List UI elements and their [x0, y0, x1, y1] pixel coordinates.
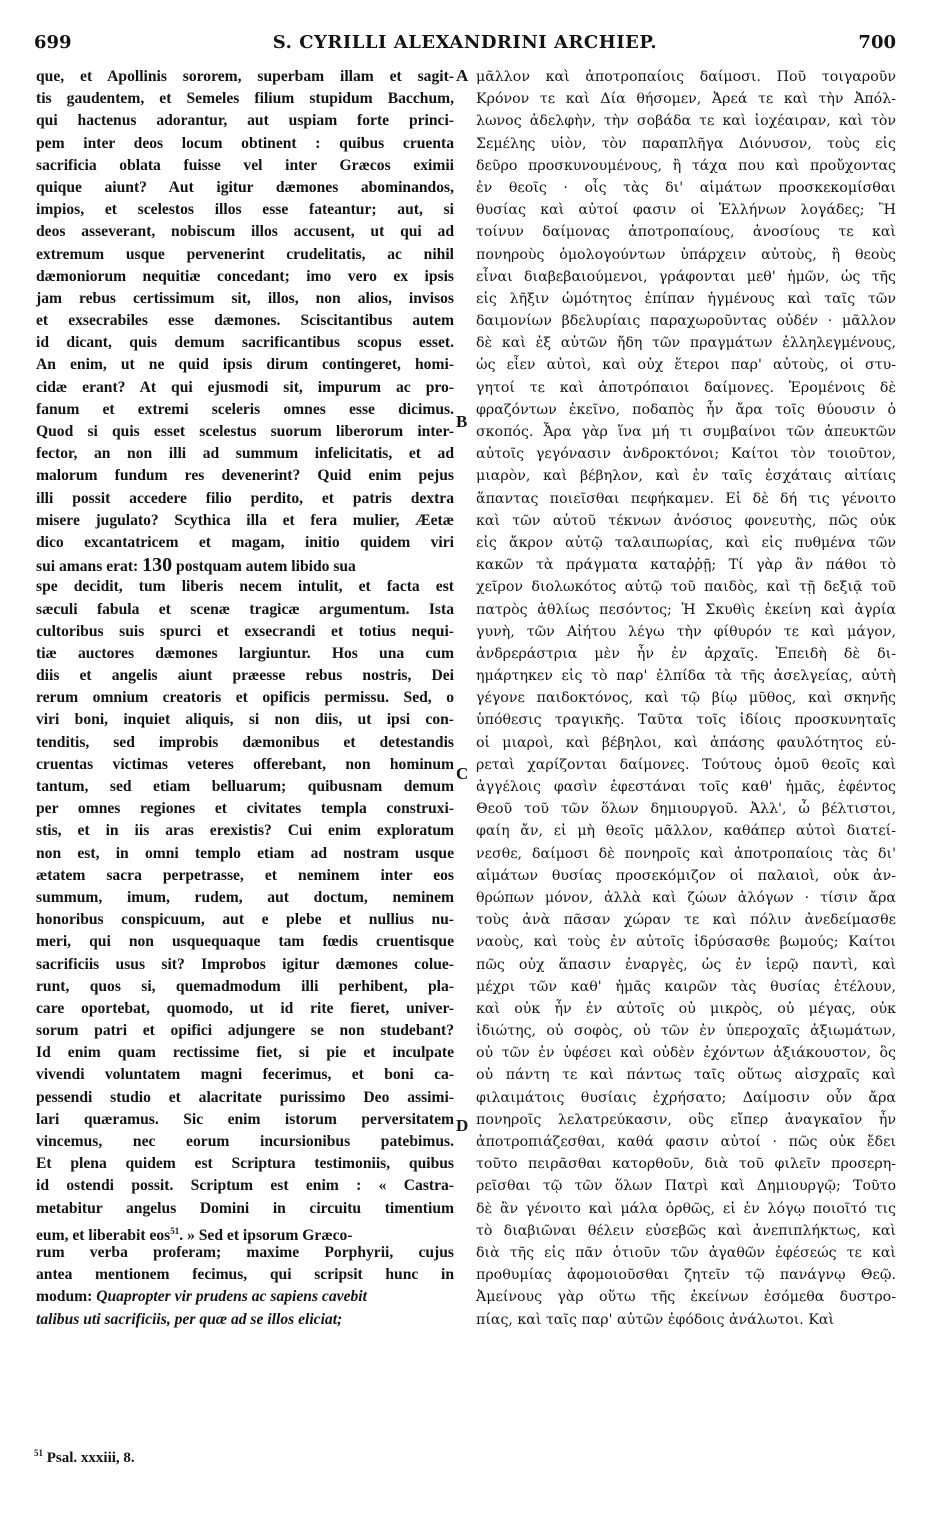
- latin-line: [36, 1286, 454, 1308]
- latin-line: tenditis, sed improbis dæmonibus et detestandis: [36, 733, 454, 751]
- latin-line: illi possit accedere filio perdito, et patris dextra: [36, 489, 454, 507]
- latin-line: sæculi fabula et scenæ tragicæ argumentum. Ista: [36, 600, 454, 618]
- greek-line: ἅπαντας ποιεῖσθαι πεφήκαμεν. Εἰ δὲ δή τις γένοιτο: [476, 490, 896, 507]
- greek-line: εἰς λῆξιν ὠμότητος ἐπίπαν ἡγμένους καὶ ταῖς τῶν: [476, 290, 896, 307]
- greek-line: διὰ τῆς εἰς πᾶν ὁτιοῦν τῶν ἀγαθῶν ἐφέσεώς τε καὶ: [476, 1244, 896, 1261]
- latin-line: non est, in omni templo etiam ad nostram usque: [36, 844, 454, 862]
- section-marker-b: B: [456, 412, 468, 431]
- latin-line: cidæ erant? At qui ejusmodi sit, impurum ac pro-: [36, 378, 454, 396]
- greek-line: εἰς ἄκρον αὐτῷ ταλαιπωρίας, καὶ εἰς πυθμένα τῶν: [476, 534, 896, 551]
- quotation-text: Quapropter vir prudens ac sapiens cavebit: [96, 1288, 367, 1306]
- greek-line: εἶναι διαβεβαιούμενοι, γράφονται μεθ' ἡμῶν, ὡς τῆς: [476, 268, 896, 285]
- section-marker-a: A: [456, 66, 469, 85]
- greek-line: ναοὺς, καὶ τοὺς ἐν αὐτοῖς ἱδρύσασθε βωμούς; Καίτοι: [476, 934, 896, 951]
- greek-line: ἐν θεοῖς · οἷς τὰς δι' αἱμάτων προσκεκομίσθαι: [476, 179, 896, 196]
- latin-line: misere jugulato? Scythica illa et fera mulier, Æetæ: [36, 511, 454, 529]
- latin-line: id ostendi possit. Scriptum est enim : « Castra-: [36, 1177, 454, 1195]
- greek-line: νεσθε, δαίμοσι δὲ πονηροῖς καὶ ἀποτροπαίοις τὰς δι': [476, 845, 896, 862]
- latin-line: [36, 554, 454, 576]
- latin-line: tantum, sed etiam belluarum; quibusnam demum: [36, 778, 454, 795]
- latin-line: vincemus, nec eorum incursionibus patebimus.: [36, 1133, 454, 1150]
- latin-line: Et plena quidem est Scriptura testimoniis, quibus: [36, 1155, 454, 1173]
- greek-line: οὐ τῶν ἐν ὑφέσει καὶ οὐδὲν ἐχόντων ἀξιάκουστον, ὃς: [476, 1045, 896, 1062]
- greek-line: ρεταὶ χαρίζονται δαίμονες. Τούτους ὁμοῦ θεοῖς καὶ: [476, 756, 896, 773]
- greek-line: Ἀμείνους γὰρ οὕτω τῆς ἐκείνων ἐσόμεθα δυστρο-: [476, 1289, 896, 1306]
- latin-line: extremum usque pervenerint crudelitatis, ac nihil: [36, 245, 454, 263]
- latin-line: pessendi studio et alacritate purissimo Deo assimi-: [36, 1088, 454, 1106]
- greek-line: ἰδιώτης, οὐ σοφὸς, οὐ τῶν ἐν ὑπεροχαῖς ἀξιωμάτων,: [476, 1023, 896, 1040]
- latin-line: cultoribus suis spurci et exsecrandi et totius nequi-: [36, 622, 454, 640]
- latin-line: honoribus conspicuum, aut e plebe et nullius nu-: [36, 911, 454, 929]
- latin-line: talibus uti sacrificiis, per quæ ad se illos eliciat;: [36, 1310, 343, 1328]
- greek-line: μέχρι τῶν καθ' ἡμᾶς καιρῶν τὰς θυσίας ἐτέλουν,: [476, 978, 896, 995]
- greek-line: φραζόντων ἐκεῖνο, ποδαπὸς ἦν ἄρα τοῖς θύουσιν ὁ: [476, 401, 896, 418]
- running-header: [34, 32, 896, 56]
- latin-line: rerum omnium creatoris et opificis permissu. Sed, o: [36, 689, 454, 707]
- latin-text: sui amans erat:: [36, 558, 139, 576]
- latin-line: care oportebat, quomodo, ut id rite fieret, univer-: [36, 999, 454, 1017]
- greek-line: αἱμάτων θυσίας προσεκόμιζον οἱ παλαιοὶ, οὐκ ἀν-: [476, 867, 896, 884]
- greek-line: ρεῖσθαι τῷ τῶν ὅλων Πατρὶ καὶ Δημιουργῷ; Τοῦτο: [476, 1178, 896, 1195]
- greek-line: αὐτοῖς γεγόνασιν ἀνδροκτόνοι; Καίτοι τὸν τοιοῦτον,: [476, 446, 896, 463]
- section-marker-c: C: [456, 764, 469, 783]
- greek-line: δὲ καὶ ἐξ αὐτῶν ἤδη τῶν πραγμάτων ἐλληλεγμένους,: [476, 335, 896, 352]
- greek-line: κακῶν τὰ πράγματα καταῤῥῇ; Τί γὰρ ἂν πάθοι τὸ: [476, 557, 896, 574]
- greek-line: γυνὴ, τῶν Αἰήτου λέγω τὴν φίθυρόν τε καὶ μάγον,: [476, 623, 896, 640]
- greek-line: ὑπόθεσις τραγικῆς. Ταῦτα τοῖς ἰδίοις προσκυνηταῖς: [476, 712, 896, 729]
- greek-line: καὶ οὐκ ἦν ἐν αὐτοῖς οὐ μικρὸς, οὐ μέγας, οὐκ: [476, 1000, 896, 1017]
- latin-line: ætatem sacra perpetrasse, et neminem inter eos: [36, 866, 454, 884]
- greek-line: δὲ ἂν γένοιτο καὶ μάλα ὀρθῶς, εἰ ἐν λόγῳ ποιοῖτό τις: [476, 1200, 896, 1217]
- footnote-text: Psal. xxxiii, 8.: [46, 1450, 135, 1466]
- latin-line: Quod si quis esset scelestus suorum liberorum inter-: [36, 423, 454, 440]
- latin-line: viri boni, inquiet aliquis, si non diis, ut ipsi con-: [36, 711, 454, 729]
- greek-line: πῶς οὐχ ἅπασιν ἐναργὲς, ὡς ἐν ἱερῷ παντὶ, καὶ: [476, 956, 896, 973]
- greek-line: οἱ μιαροὶ, καὶ βέβηλοι, καὶ ἁπάσης φαυλότητος εὑ-: [476, 734, 896, 751]
- greek-line: φιλαιμάτοις θυσίαις ἐχρήσατο; Δαίμοσιν οὖν ἄρα: [476, 1089, 896, 1106]
- latin-column: [36, 66, 454, 1331]
- greek-line: Θεοῦ τοῦ τῶν ὅλων δημιουργοῦ. Ἀλλ', ὦ βέλτιστοι,: [476, 801, 896, 818]
- footnote: [34, 1448, 135, 1467]
- latin-text: modum:: [36, 1288, 93, 1306]
- section-number: 130: [142, 554, 173, 577]
- greek-line: ημάρτηκεν εἰς τὸ παρ' ἐλπίδα τὰ τῆς ἀσελγείας, αὐτὴ: [476, 668, 896, 685]
- latin-line: pem inter deos locum obtinent : quibus cruenta: [36, 134, 454, 152]
- greek-line: τοὺς ἀνὰ πᾶσαν χώραν τε καὶ πόλιν ἀνεδείμασθε: [476, 912, 896, 929]
- greek-line: θρώπων μόνον, ἀλλὰ καὶ ζώων ἀλόγων · τίσιν ἄρα: [476, 889, 896, 906]
- latin-line: spe decidit, tum liberis necem intulit, et facta est: [36, 578, 454, 596]
- latin-line: fector, an non illi ad summum infelicitatis, et ad: [36, 445, 454, 463]
- latin-line: et exsecrabiles esse dæmones. Sciscitantibus autem: [36, 312, 454, 330]
- greek-column: [476, 66, 896, 1331]
- latin-line: diis et angelis aiunt præesse rebus nostris, Dei: [36, 667, 454, 685]
- latin-line: que, et Apollinis sororem, superbam illam et sagit-: [36, 68, 454, 85]
- latin-line: cruentas victimas veteres offerebant, non hominum: [36, 755, 454, 773]
- latin-line: per omnes regiones et civitates templa construxi-: [36, 800, 454, 818]
- greek-line: δεῦρο προσκυνουμένους, ἢ τάχα που καὶ προὔχοντας: [476, 157, 896, 174]
- greek-line: γητοί τε καὶ ἀποτρόπαιοι δαίμονες. Ἐρομένοις δὲ: [476, 379, 896, 396]
- greek-line: τοῦτο πειρᾶσθαι κατορθοῦν, διὰ τοῦ φιλεῖν προσερη-: [476, 1156, 896, 1173]
- latin-line: quique aiunt? Aut igitur dæmones abominandos,: [36, 178, 454, 196]
- latin-text: . » Sed et ipsorum Græco-: [179, 1226, 353, 1244]
- latin-line: meri, qui non usquequaque tam fœdis cruentisque: [36, 933, 454, 951]
- greek-line: φαίη ἄν, εἰ μὴ θεοῖς μᾶλλον, καθάπερ αὐτοὶ διατεί-: [476, 823, 896, 840]
- greek-line: τοίνυν δαίμονας ἀποτροπαίους, ἀνοσίους τε καὶ: [476, 224, 896, 241]
- greek-line: πονηροὺς ὁμολογούντων ὑπάρχειν αὐτοὺς, ἢ θεοὺς: [476, 246, 896, 263]
- latin-line: Id enim quam rectissime fiet, si pie et inculpate: [36, 1044, 454, 1062]
- greek-line: πατρὸς ἀθλίως πεσόντος; Ἡ Σκυθὶς ἐκείνη καὶ ἀγρία: [476, 601, 896, 618]
- latin-line: tis gaudentem, et Semeles filium stupidum Bacchum,: [36, 90, 454, 108]
- greek-line: προθυμίας ἀφομοιοῦσθαι ζητεῖν τῷ πανάγνῳ Θεῷ.: [476, 1267, 896, 1284]
- latin-line: runt, quos si, quemadmodum illi perhibent, pla-: [36, 977, 454, 995]
- footnote-marker: 51: [170, 1225, 180, 1236]
- page-number-left: 699: [34, 32, 72, 53]
- greek-line: Σεμέλης υἱὸν, τὸν παραπλῆγα Διόνυσον, τοὺς εἰς: [476, 135, 896, 152]
- latin-line: impios, et scelestos illos esse fateantur; aut, si: [36, 201, 454, 219]
- greek-line: μιαρὸν, καὶ βέβηλον, καὶ ἐν ταῖς ἐσχάταις αἰτίαις: [476, 468, 896, 485]
- latin-line: antea mentionem fecimus, qui scripsit hunc in: [36, 1266, 454, 1284]
- greek-line: θυσίας καὶ αὐτοί φασιν οἱ Ἑλλήνων λογάδες; Ἢ: [476, 202, 896, 219]
- greek-line: καὶ τῶν αὐτοῦ τέκνων ἀνόσιος φονευτὴς, πῶς οὐκ: [476, 512, 896, 529]
- latin-line: metabitur angelus Domini in circuitu timentium: [36, 1199, 454, 1217]
- page-number-right: 700: [858, 32, 896, 53]
- running-title: S. CYRILLI ALEXANDRINI ARCHIEP.: [272, 32, 658, 53]
- latin-line: sacrificia oblata fuisse vel inter Græcos eximii: [36, 156, 454, 174]
- latin-line: qui hactenus adorantur, aut uspiam forte princi-: [36, 112, 454, 130]
- greek-line: τὸ διαβιῶναι θέλειν εὐσεβῶς καὶ ἀνεπιπλήκτως, καὶ: [476, 1222, 896, 1239]
- latin-line: dæmoniorum nequitiæ concedant; imo vero ex ipsis: [36, 267, 454, 285]
- latin-line: stis, et in iis aras erexistis? Cui enim exploratum: [36, 822, 454, 840]
- greek-line: ἀποτροπιάζεσθαι, καθά φασιν αὐτοί · πῶς οὐκ ἔδει: [476, 1134, 896, 1150]
- latin-text: eum, et liberabit eos: [36, 1226, 171, 1244]
- latin-line: jam rebus certissimum sit, illos, non alios, invisos: [36, 289, 454, 307]
- latin-line: malorum fundum res devenerint? Quid enim pejus: [36, 467, 454, 485]
- latin-text: postquam autem libido sua: [176, 558, 356, 576]
- latin-line: fanum et extremi sceleris omnes esse dicimus.: [36, 400, 454, 418]
- latin-line: id dicant, quis demum sacrificantibus scopus esset.: [36, 334, 454, 352]
- greek-line: οὐ πάντη τε καὶ πάντως ταῖς οὕτως αἰσχραῖς καὶ: [476, 1067, 896, 1084]
- section-marker-d: D: [456, 1116, 469, 1135]
- greek-line: σκοπός. Ἆρα γὰρ ἵνα μή τι συμβαίνοι τῶν ἀπευκτῶν: [476, 424, 896, 440]
- latin-line: [36, 1220, 454, 1242]
- greek-line: πίας, καὶ ταῖς παρ' αὐτῶν ἐφόδοις ἀνάλωτοι. Καὶ: [476, 1311, 835, 1328]
- latin-line: sorum patri et opifici adjungere se non studebant?: [36, 1022, 454, 1040]
- greek-line: μᾶλλον καὶ ἀποτροπαίοις δαίμοσι. Ποῦ τοιγαροῦν: [476, 69, 896, 85]
- latin-line: An enim, ut ne quid ipsis dirum contingeret, homi-: [36, 356, 454, 374]
- footnote-ref: 51: [34, 1448, 43, 1458]
- latin-line: lari quæramus. Sic enim istorum perversitatem: [36, 1110, 454, 1128]
- latin-line: summum, imum, rudem, aut doctum, neminem: [36, 888, 454, 906]
- latin-line: deos asseverant, nobiscum illos accusent, ut qui ad: [36, 223, 454, 241]
- greek-line: ἀγγέλοις φασὶν ἐφεστάναι τοῖς καθ' ἡμᾶς, ἐφέντος: [476, 779, 896, 795]
- greek-line: Κρόνον τε καὶ Δία θήσομεν, Ἀρεά τε καὶ τὴν Ἀπόλ-: [476, 91, 896, 108]
- greek-line: πονηροῖς λελατρεύκασιν, οὓς εἴπερ ἀναγκαῖον ἦν: [476, 1111, 896, 1128]
- latin-line: dico excantatricem et magam, initio quidem viri: [36, 533, 454, 551]
- greek-line: χεῖρον διολωκότος αὐτῷ τοῦ παιδὸς, καὶ τῇ δεξιᾷ τοῦ: [476, 579, 896, 596]
- greek-line: ὡς εἶεν αὐτοὶ, καὶ οὐχ ἕτεροι παρ' αὐτοὺς, οἱ στυ-: [476, 357, 896, 374]
- greek-line: δαιμονίων βδελυρίαις παραχωροῦντας οὐδέν · μᾶλλον: [476, 313, 896, 330]
- greek-line: ἀνδρεράστρια μὲν ἦν ἐν ἀρχαῖς. Ἐπειδὴ δὲ δι-: [476, 645, 896, 662]
- latin-line: rum verba proferam; maxime Porphyrii, cujus: [36, 1243, 454, 1261]
- greek-line: γέγονε παιδοκτόνος, καὶ τῷ βίῳ μῦθος, καὶ σκηνῆς: [476, 690, 896, 707]
- latin-line: sacrificiis usus sit? Improbos igitur dæmones colue-: [36, 955, 454, 973]
- latin-line: tiæ auctores dæmones largiuntur. Hos una cum: [36, 644, 454, 662]
- greek-line: λωνος ἀδελφὴν, τὴν σοβάδα τε καὶ ἰοχέαιραν, καὶ τὸν: [476, 113, 896, 130]
- latin-line: vivendi voluntatem magni fecerimus, et boni ca-: [36, 1066, 454, 1084]
